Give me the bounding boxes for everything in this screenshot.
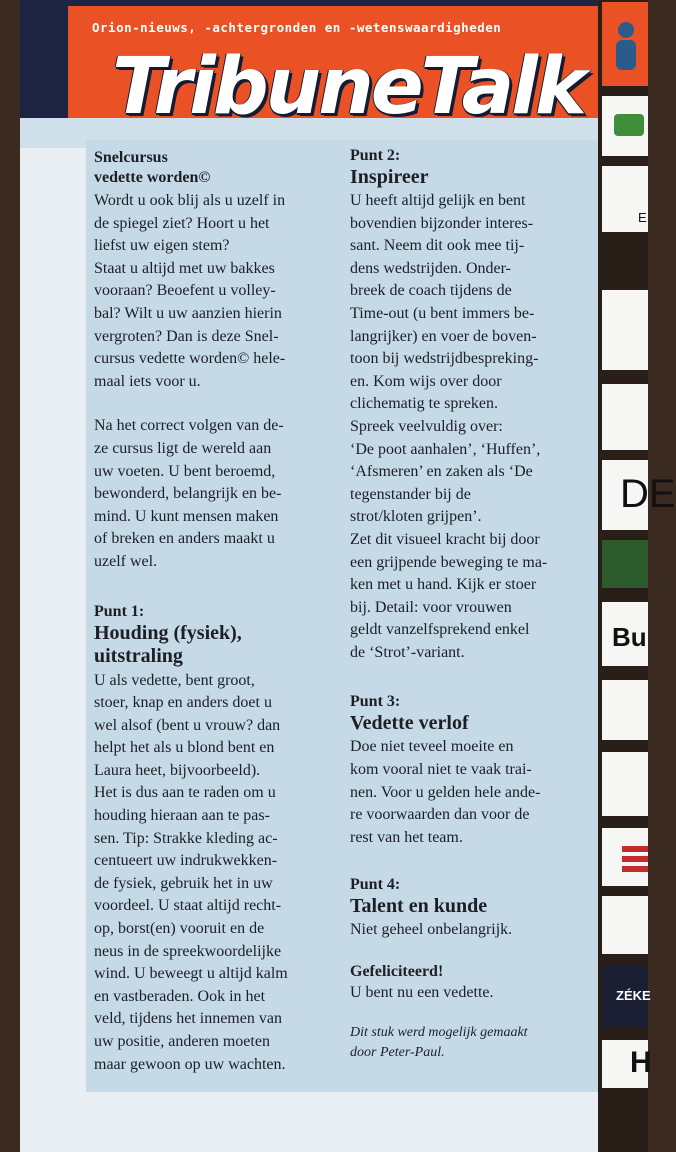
adjacent-orange-tile [602,2,648,86]
text-line: Spreek veelvuldig over: [350,417,503,435]
punt1-paragraph [94,670,340,1077]
punt3-title: Vedette verlof [350,712,469,735]
text-line: wel alsof (bent u vrouw? dan [94,716,281,734]
text-line: Na het correct volgen van de- [94,417,284,435]
adjacent-tile-text: H [630,1046,652,1079]
text-line: nen. Voor u gelden hele ande- [350,783,541,801]
punt4-title: Talent en kunde [350,895,488,918]
adjacent-tile-text: DE [620,472,676,516]
punt4-label: Punt 4: [350,876,401,894]
text-line: rest van het team. [350,828,463,846]
text-line: Het is dus aan te raden om u [94,784,276,802]
punt4-text: Niet geheel onbelangrijk. [350,921,513,939]
text-line: kom vooral niet te vaak trai- [350,761,532,779]
adjacent-tile-text: ZÉKE [616,988,651,1003]
adjacent-tile [602,290,648,370]
text-line: de fysiek, gebruik het in uw [94,874,273,892]
text-line: uw positie, anderen moeten [94,1033,270,1050]
text-line: ‘Afsmeren’ en zaken als ‘De [350,463,533,481]
text-line: een grijpende beweging te ma- [350,553,548,571]
text-line: maar gewoon op uw wachten. [94,1055,286,1073]
text-line: centueert uw indrukwekken- [94,852,278,870]
adjacent-dark-tile [602,966,651,1028]
adjacent-tile [602,680,648,740]
text-line: Wordt u ook blij als u uzelf in [94,192,286,209]
text-line: vooraan? Beoefent u volley- [94,282,276,300]
text-line: strot/kloten grijpen’. [350,508,482,526]
tribunetalk-logo: TribuneTalk [112,42,584,132]
text-line: uzelf wel. [94,552,158,570]
text-line: en vastberaden. Ook in het [94,987,266,1005]
credit-line1: Dit stuk werd mogelijk gemaakt [350,1024,528,1040]
text-line: vergroten? Dan is deze Snel- [94,327,279,345]
person-icon [602,2,648,86]
adjacent-tile [602,602,648,666]
congrats-title: Gefeliciteerd! [350,963,444,981]
text-line: en. Kom wijs over door [350,372,502,390]
adjacent-tile [602,460,676,530]
punt3-paragraph [350,736,600,849]
header-subtitle: Orion-nieuws, -achtergronden en -wetenswaardigheden [92,20,502,35]
text-line: wind. U beweegt u altijd kalm [94,965,288,983]
adjacent-tile-text: E [638,210,647,225]
adjacent-tile [602,96,648,156]
punt2-title: Inspireer [350,166,429,188]
striped-logo-icon [602,828,648,886]
text-line: helpt het als u blond bent en [94,739,275,757]
adjacent-tile [602,384,648,450]
adjacent-tile [602,166,648,232]
punt2-paragraph [350,190,600,664]
text-line: re voorwaarden dan voor de [350,806,530,824]
text-line: de spiegel ziet? Hoort u het [94,214,270,232]
text-line: Laura heet, bijvoorbeeld). [94,761,261,779]
text-line: bal? Wilt u uw aanzien hierin [94,304,282,322]
text-line: tegenstander bij de [350,485,471,503]
punt3-label: Punt 3: [350,693,401,711]
adjacent-tile [602,828,648,886]
punt2-label: Punt 2: [350,147,401,164]
right-column [350,146,600,1063]
text-line: neus in de spreekwoordelijke [94,942,282,960]
adjacent-tile [602,752,648,816]
text-line: bewonderd, belangrijk en be- [94,485,282,503]
punt1-title-line2: uitstraling [94,644,183,667]
adjacent-tile-text: Bu [612,622,647,652]
punt1-label: Punt 1: [94,602,145,620]
text-line: U heeft altijd gelijk en bent [350,192,526,209]
adjacent-tile [602,1040,652,1088]
text-line: maal iets voor u. [94,372,201,390]
text-line: toon bij wedstrijdbespreking- [350,350,539,368]
green-logo-icon [602,96,648,156]
credit-line2: door Peter-Paul. [350,1044,445,1060]
adjacent-green-tile [602,540,648,588]
second-paragraph [94,415,340,573]
text-line: stoer, knap en anders doet u [94,694,272,712]
text-line: ‘De poot aanhalen’, ‘Huffen’, [350,440,541,458]
article-title-line2: vedette worden© [94,169,211,186]
text-line: of breken en anders maakt u [94,530,275,548]
text-line: op, borst(en) vooruit en de [94,920,265,938]
text-line: veld, tijdens het innemen van [94,1010,282,1028]
text-line: breek de coach tijdens de [350,282,512,300]
text-line: Staat u altijd met uw bakkes [94,259,275,277]
text-line: ken met u hand. Kijk er stoer [350,576,537,594]
text-line: clichematig te spreken. [350,395,498,413]
magazine-page [20,0,598,1152]
left-column [94,148,340,1076]
article-title-line1: Snelcursus [94,149,168,166]
text-line: ze cursus ligt de wereld aan [94,439,272,457]
text-line: bij. Detail: voor vrouwen [350,598,512,616]
text-line: geldt vanzelfsprekend enkel [350,621,530,639]
text-line: Doe niet teveel moeite en [350,738,514,756]
text-line: liefst uw eigen stem? [94,237,230,255]
adjacent-tile [602,896,648,954]
congrats-text: U bent nu een vedette. [350,984,494,1002]
text-line: voordeel. U staat altijd recht- [94,897,282,915]
text-line: Zet dit visueel kracht bij door [350,530,540,548]
text-line: bovendien bijzonder interes- [350,214,534,232]
text-line: houding hieraan aan te pas- [94,807,270,825]
text-line: sant. Neem dit ook mee tij- [350,237,525,255]
text-line: langrijker) en voer de boven- [350,327,537,345]
text-line: uw voeten. U bent beroemd, [94,462,276,480]
intro-paragraph [94,190,340,393]
punt1-title-line1: Houding (fysiek), [94,621,242,644]
text-line: sen. Tip: Strakke kleding ac- [94,829,278,847]
text-line: Time-out (u bent immers be- [350,304,535,322]
text-line: dens wedstrijden. Onder- [350,259,511,277]
text-line: mind. U kunt mensen maken [94,507,279,525]
text-line: de ‘Strot’-variant. [350,643,465,661]
text-line: cursus vedette worden© hele- [94,350,286,368]
text-line: U als vedette, bent groot, [94,671,255,689]
